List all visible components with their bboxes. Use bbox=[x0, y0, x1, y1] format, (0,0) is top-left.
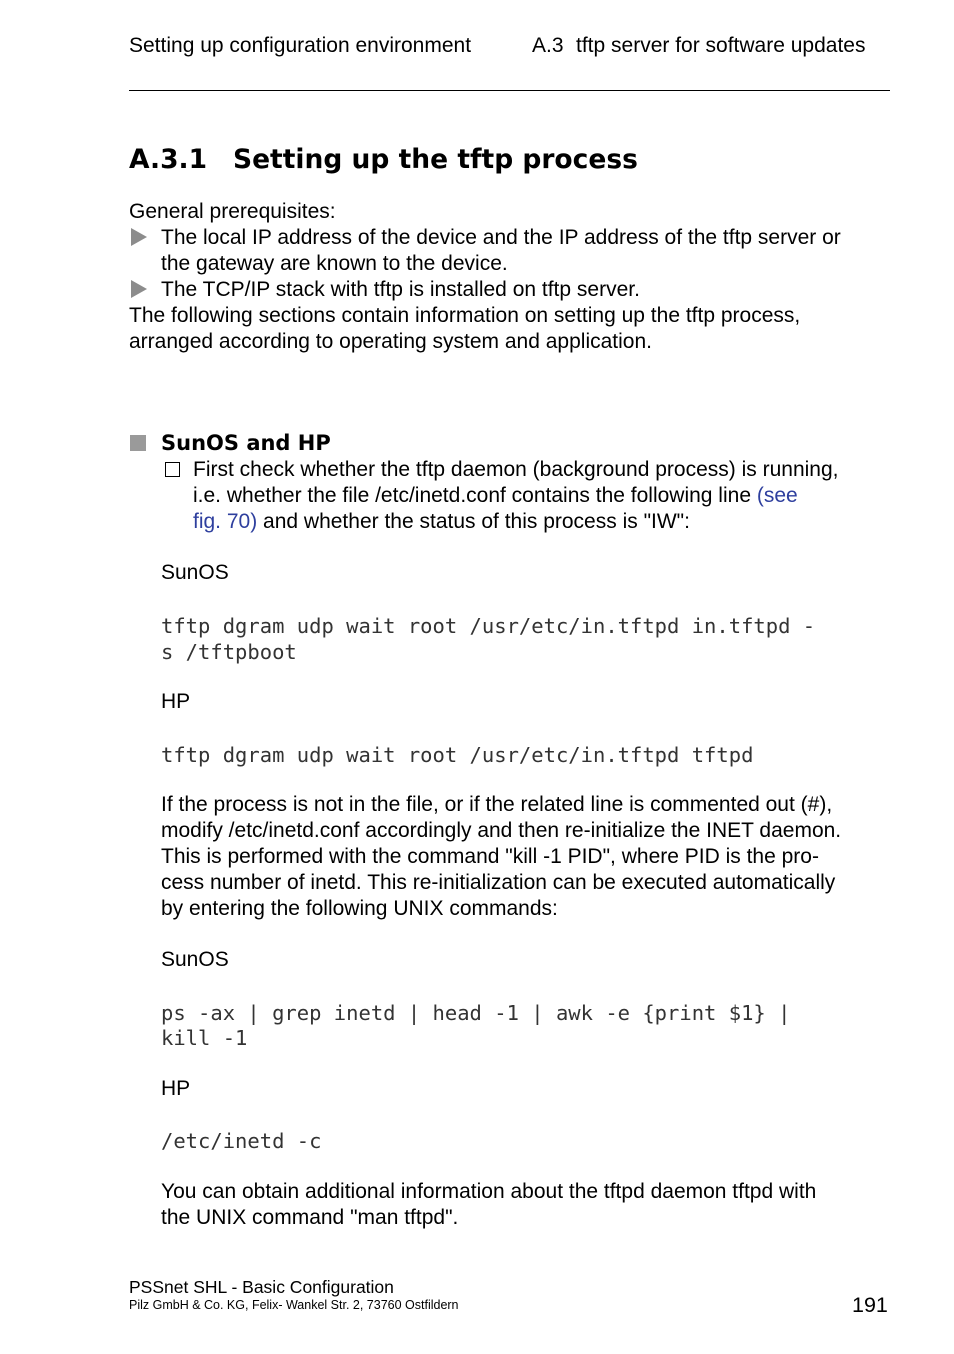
running-header-section-title: tftp server for software updates bbox=[576, 34, 866, 57]
page-number: 191 bbox=[852, 1293, 888, 1317]
final-paragraph-line1: You can obtain additional information about the tftpd daemon tftpd with bbox=[161, 1180, 817, 1203]
footer-address: Pilz GmbH & Co. KG, Felix- Wankel Str. 2, 73760 Ostfildern bbox=[129, 1298, 459, 1312]
code-hp-restart: /etc/inetd -c bbox=[161, 1129, 322, 1153]
intro-paragraph-line2: arranged according to operating system and application. bbox=[129, 330, 652, 353]
checkbox-bullet-icon bbox=[165, 462, 180, 477]
running-header-section-number: A.3 bbox=[532, 34, 564, 57]
os-label-hp: HP bbox=[161, 1077, 191, 1100]
triangle-bullet-icon bbox=[131, 228, 147, 246]
os-label-sunos: SunOS bbox=[161, 948, 229, 971]
step-line3-text: and whether the status of this process is "IW": bbox=[257, 510, 690, 533]
triangle-bullet-icon bbox=[131, 280, 147, 298]
process-paragraph-line5: by entering the following UNIX commands: bbox=[161, 897, 558, 920]
code-sunos-inetd-line2: s /tftpboot bbox=[161, 640, 297, 664]
subsection-title: SunOS and HP bbox=[161, 431, 331, 455]
process-paragraph-line3: This is performed with the command "kill -1 PID", where PID is the pro- bbox=[161, 845, 819, 868]
process-paragraph-line4: cess number of inetd. This re-initialization can be executed automatically bbox=[161, 871, 836, 894]
intro-paragraph-line1: The following sections contain information on setting up the tftp process, bbox=[129, 304, 801, 327]
process-paragraph-line2: modify /etc/inetd.conf accordingly and then re-initialize the INET daemon. bbox=[161, 819, 842, 842]
section-heading-title: Setting up the tftp process bbox=[233, 144, 638, 175]
os-label-sunos: SunOS bbox=[161, 561, 229, 584]
step-line3 bbox=[193, 509, 690, 535]
code-sunos-inetd-line1: tftp dgram udp wait root /usr/etc/in.tftpd in.tftpd - bbox=[161, 614, 816, 638]
os-label-hp: HP bbox=[161, 690, 191, 713]
final-paragraph-line2: the UNIX command "man tftpd". bbox=[161, 1206, 459, 1229]
bullet2: The TCP/IP stack with tftp is installed on tftp server. bbox=[161, 278, 640, 301]
step-line1: First check whether the tftp daemon (background process) is running, bbox=[193, 458, 839, 481]
section-heading bbox=[129, 143, 638, 177]
header-rule bbox=[129, 90, 890, 91]
square-bullet-icon bbox=[130, 435, 146, 451]
code-sunos-kill-line2: kill -1 bbox=[161, 1026, 248, 1050]
code-hp-inetd: tftp dgram udp wait root /usr/etc/in.tftpd tftpd bbox=[161, 743, 754, 767]
step-line2 bbox=[193, 483, 798, 509]
section-heading-number: A.3.1 bbox=[129, 144, 208, 175]
step-line2-text: i.e. whether the file /etc/inetd.conf contains the following line bbox=[193, 484, 757, 507]
footer-title: PSSnet SHL - Basic Configuration bbox=[129, 1277, 394, 1297]
process-paragraph-line1: If the process is not in the file, or if the related line is commented out (#), bbox=[161, 793, 833, 816]
figure-reference-link-cont[interactable]: fig. 70) bbox=[193, 510, 258, 533]
bullet1-line1: The local IP address of the device and the IP address of the tftp server or bbox=[161, 226, 841, 249]
code-sunos-kill-line1: ps -ax | grep inetd | head -1 | awk -e {print $1} | bbox=[161, 1001, 791, 1025]
prereq-label: General prerequisites: bbox=[129, 200, 336, 223]
bullet1-line2: the gateway are known to the device. bbox=[161, 252, 508, 275]
figure-reference-link[interactable]: (see bbox=[756, 484, 798, 507]
running-header-chapter: Setting up configuration environment bbox=[129, 34, 472, 57]
